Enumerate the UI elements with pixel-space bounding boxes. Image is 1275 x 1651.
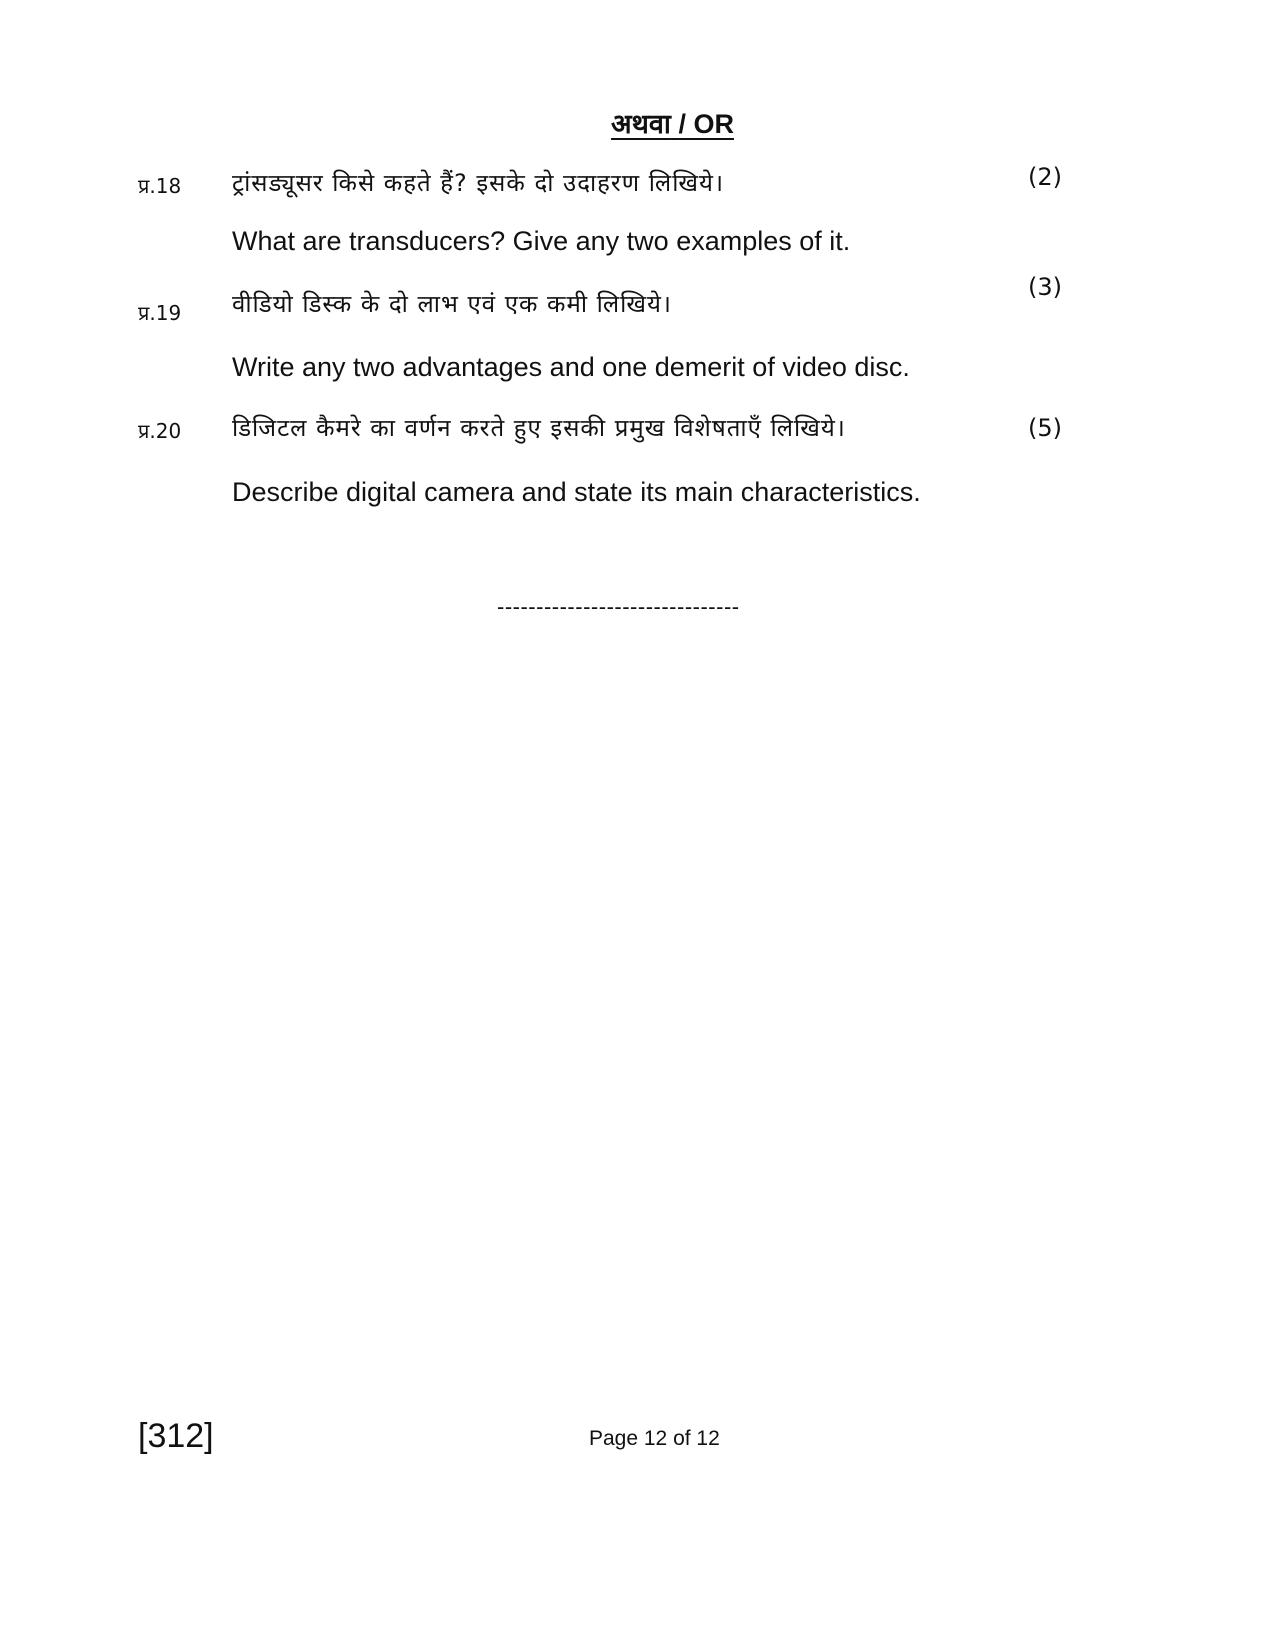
question-18-marks: (2) <box>1028 163 1062 191</box>
question-20-marks: (5) <box>1028 414 1062 442</box>
question-19-number: प्र.19 <box>138 301 182 325</box>
question-20-hindi: डिजिटल कैमरे का वर्णन करते हुए इसकी प्रमुख विशेषताएँ लिखिये। <box>232 414 846 442</box>
question-19-marks: (3) <box>1028 273 1062 301</box>
paper-code: [312] <box>138 1417 214 1455</box>
question-19-hindi: वीडियो डिस्क के दो लाभ एवं एक कमी लिखिये। <box>232 290 673 318</box>
heading-hindi: अथवा <box>611 109 671 139</box>
question-20-number: प्र.20 <box>138 419 182 443</box>
question-19-english: Write any two advantages and one demerit of video disc. <box>232 352 910 382</box>
page-number: Page 12 of 12 <box>589 1427 720 1450</box>
question-18-english: What are transducers? Give any two examples of it. <box>232 226 851 256</box>
section-heading <box>0 104 1275 141</box>
question-18-number: प्र.18 <box>138 174 182 198</box>
question-18-hindi: ट्रांसड्यूसर किसे कहते हैं? इसके दो उदाहरण लिखिये। <box>232 169 725 197</box>
end-of-paper-marker: ------------------------------- <box>497 594 740 619</box>
question-20-english: Describe digital camera and state its main characteristics. <box>232 477 921 507</box>
heading-separator: / <box>678 109 686 139</box>
heading-english: OR <box>693 109 734 139</box>
